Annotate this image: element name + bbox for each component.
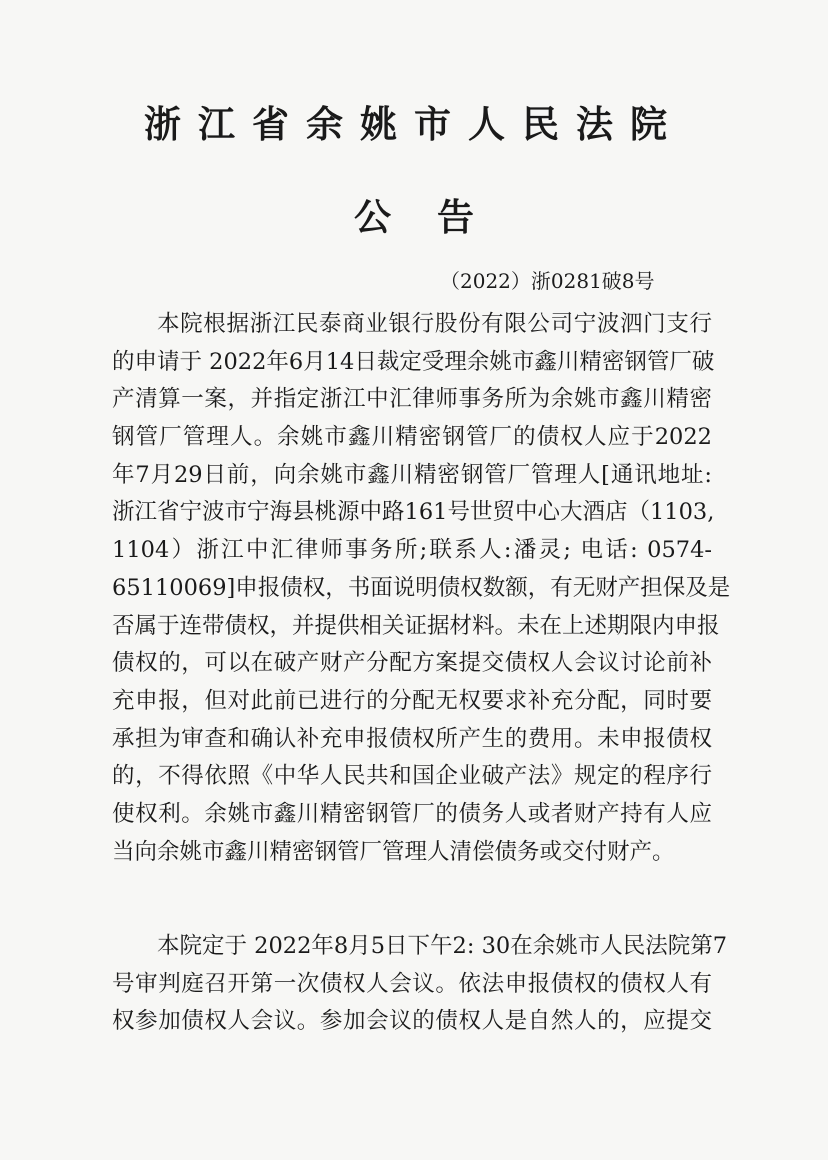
text-line: 否属于连带债权，并提供相关证据材料。未在上述期限内申报 [112, 612, 720, 639]
text-line: 钢管厂管理人。余姚市鑫川精密钢管厂的债权人应于2022 [112, 424, 712, 451]
document-type-heading: 公告 [354, 196, 520, 239]
text-line: 使权利。余姚市鑫川精密钢管厂的债务人或者财产持有人应 [112, 800, 712, 827]
text-line: 年7月29日前，向余姚市鑫川精密钢管厂管理人[通讯地址: [112, 461, 712, 488]
text-line: 的申请于 2022年6月14日裁定受理余姚市鑫川精密钢管厂破 [112, 348, 715, 375]
text-line: 权参加债权人会议。参加会议的债权人是自然人的，应提交 [112, 1008, 712, 1035]
text-line: 本院定于 2022年8月5日下午2: 30在余姚市人民法院第7 [157, 933, 728, 959]
case-number: （2022）浙0281破8号 [440, 269, 655, 293]
text-line: 承担为审查和确认补充申报债权所产生的费用。未申报债权 [112, 725, 712, 752]
text-line: 本院根据浙江民泰商业银行股份有限公司宁波泗门支行 [157, 311, 712, 337]
text-line: 1104）浙江中汇律师事务所;联系人:潘灵; 电话: 0574- [112, 537, 712, 564]
text-line: 充申报，但对此前已进行的分配无权要求补充分配，同时要 [112, 687, 712, 714]
text-line: 的，不得依照《中华人民共和国企业破产法》规定的程序行 [112, 763, 712, 790]
text-line: 当向余姚市鑫川精密钢管厂管理人清偿债务或交付财产。 [112, 838, 675, 865]
text-line: 65110069]申报债权，书面说明债权数额，有无财产担保及是 [112, 574, 731, 601]
text-line: 浙江省宁波市宁海县桃源中路161号世贸中心大酒店（1103, [112, 499, 715, 526]
text-line: 号审判庭召开第一次债权人会议。依法申报债权的债权人有 [112, 970, 712, 997]
text-line: 债权的，可以在破产财产分配方案提交债权人会议讨论前补 [112, 650, 712, 677]
paragraph-creditors-meeting [112, 928, 728, 1041]
paragraph-claims-declaration [112, 306, 731, 871]
court-name-heading: 浙江省余姚市人民法院 [144, 103, 684, 146]
text-line: 产清算一案，并指定浙江中汇律师事务所为余姚市鑫川精密 [112, 386, 712, 413]
